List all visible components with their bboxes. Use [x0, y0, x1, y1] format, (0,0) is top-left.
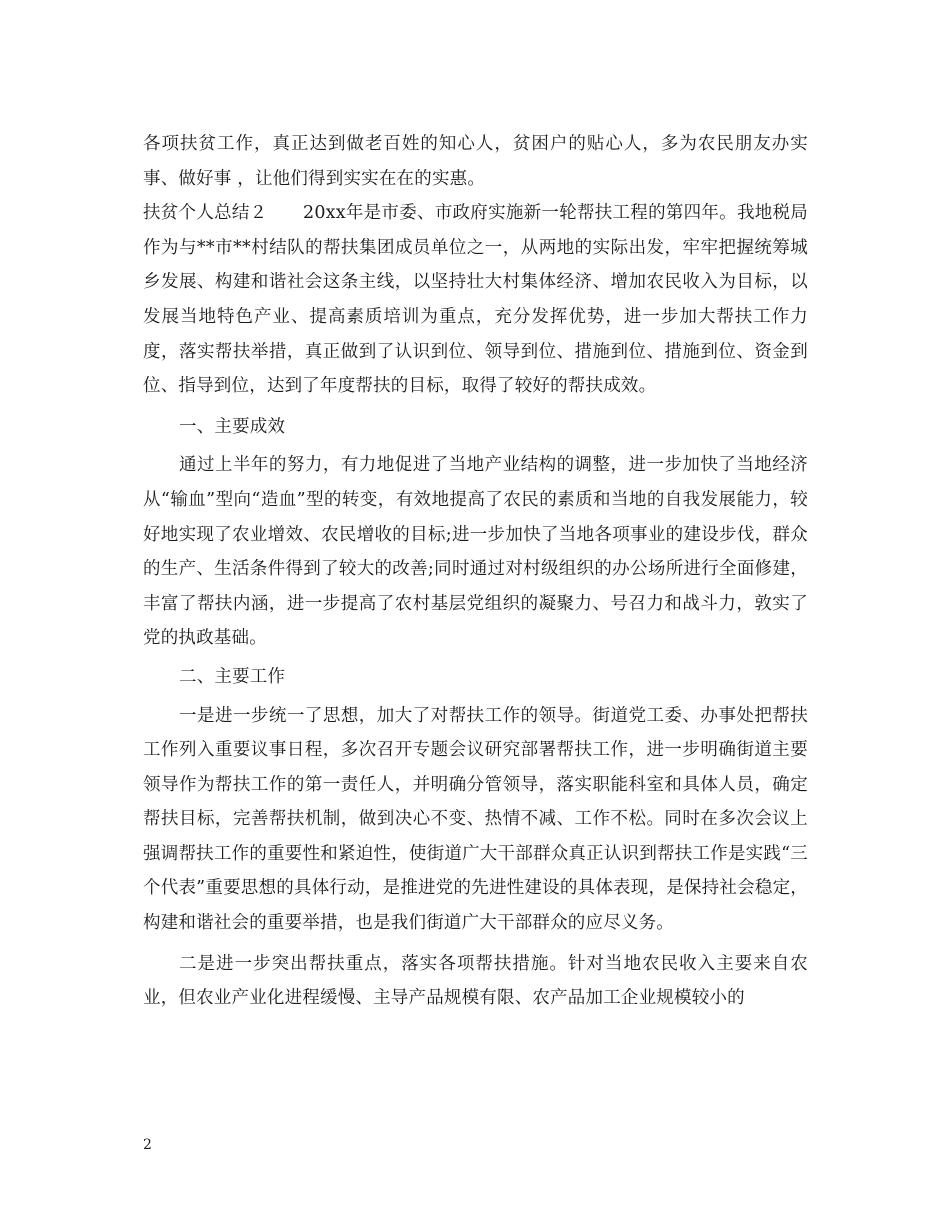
- paragraph-work-item-two: 二是进一步突出帮扶重点，落实各项帮扶措施。针对当地农民收入主要来自农业，但农业产业化进程缓慢、主导产品规模有限、农产品加工企业规模较小的: [143, 953, 808, 1009]
- paragraph-summary-intro: 扶贫个人总结２ 20xx年是市委、市政府实施新一轮帮扶工程的第四年。我地税局作为与**市**村结队的帮扶集团成员单位之一，从两地的实际出发，牢牢把握统筹城乡发展、构建和谐社会这条主线，以坚持壮大村集体经济、增加农民收入为目标，以发展当地特色产业、提高素质培训为重点，充分发挥优势，进一步加大帮扶工作力度，落实帮扶举措，真正做到了认识到位、领导到位、措施到位、措施到位、资金到位、指导到位，达到了年度帮扶的目标，取得了较好的帮扶成效。: [143, 203, 808, 397]
- document-body: [143, 127, 808, 1016]
- paragraph-continuation: 各项扶贫工作，真正达到做老百姓的知心人，贫困户的贴心人，多为农民朋友办实事、做好事 ，让他们得到实实在在的实惠。: [143, 134, 808, 189]
- paragraph-main-results: 通过上半年的努力，有力地促进了当地产业结构的调整，进一步加快了当地经济从“输血”型向“造血”型的转变，有效地提高了农民的素质和当地的自我发展能力，较好地实现了农业增效、农民增收的目标;进一步加快了当地各项事业的建设步伐，群众的生产、生活条件得到了较大的改善;同时通过对村级组织的办公场所进行全面修建，丰富了帮扶内涵，进一步提高了农村基层党组织的凝聚力、号召力和战斗力，敦实了党的执政基础。: [143, 455, 808, 649]
- paragraph-work-item-one: 一是进一步统一了思想，加大了对帮扶工作的领导。街道党工委、办事处把帮扶工作列入重要议事日程，多次召开专题会议研究部署帮扶工作，进一步明确街道主要领导作为帮扶工作的第一责任人，并明确分管领导，落实职能科室和具体人员，确定帮扶目标，完善帮扶机制，做到决心不变、热情不减、工作不松。同时在多次会议上强调帮扶工作的重要性和紧迫性，使街道广大干部群众真正认识到帮扶工作是实践“三个代表”重要思想的具体行动，是推进党的先进性建设的具体表现，是保持社会稳定，构建和谐社会的重要举措，也是我们街道广大干部群众的应尽义务。: [143, 705, 808, 934]
- section-heading-main-work: 二、主要工作: [179, 666, 286, 687]
- page-number: 2: [143, 1137, 152, 1153]
- section-heading-main-results: 一、主要成效: [179, 416, 286, 437]
